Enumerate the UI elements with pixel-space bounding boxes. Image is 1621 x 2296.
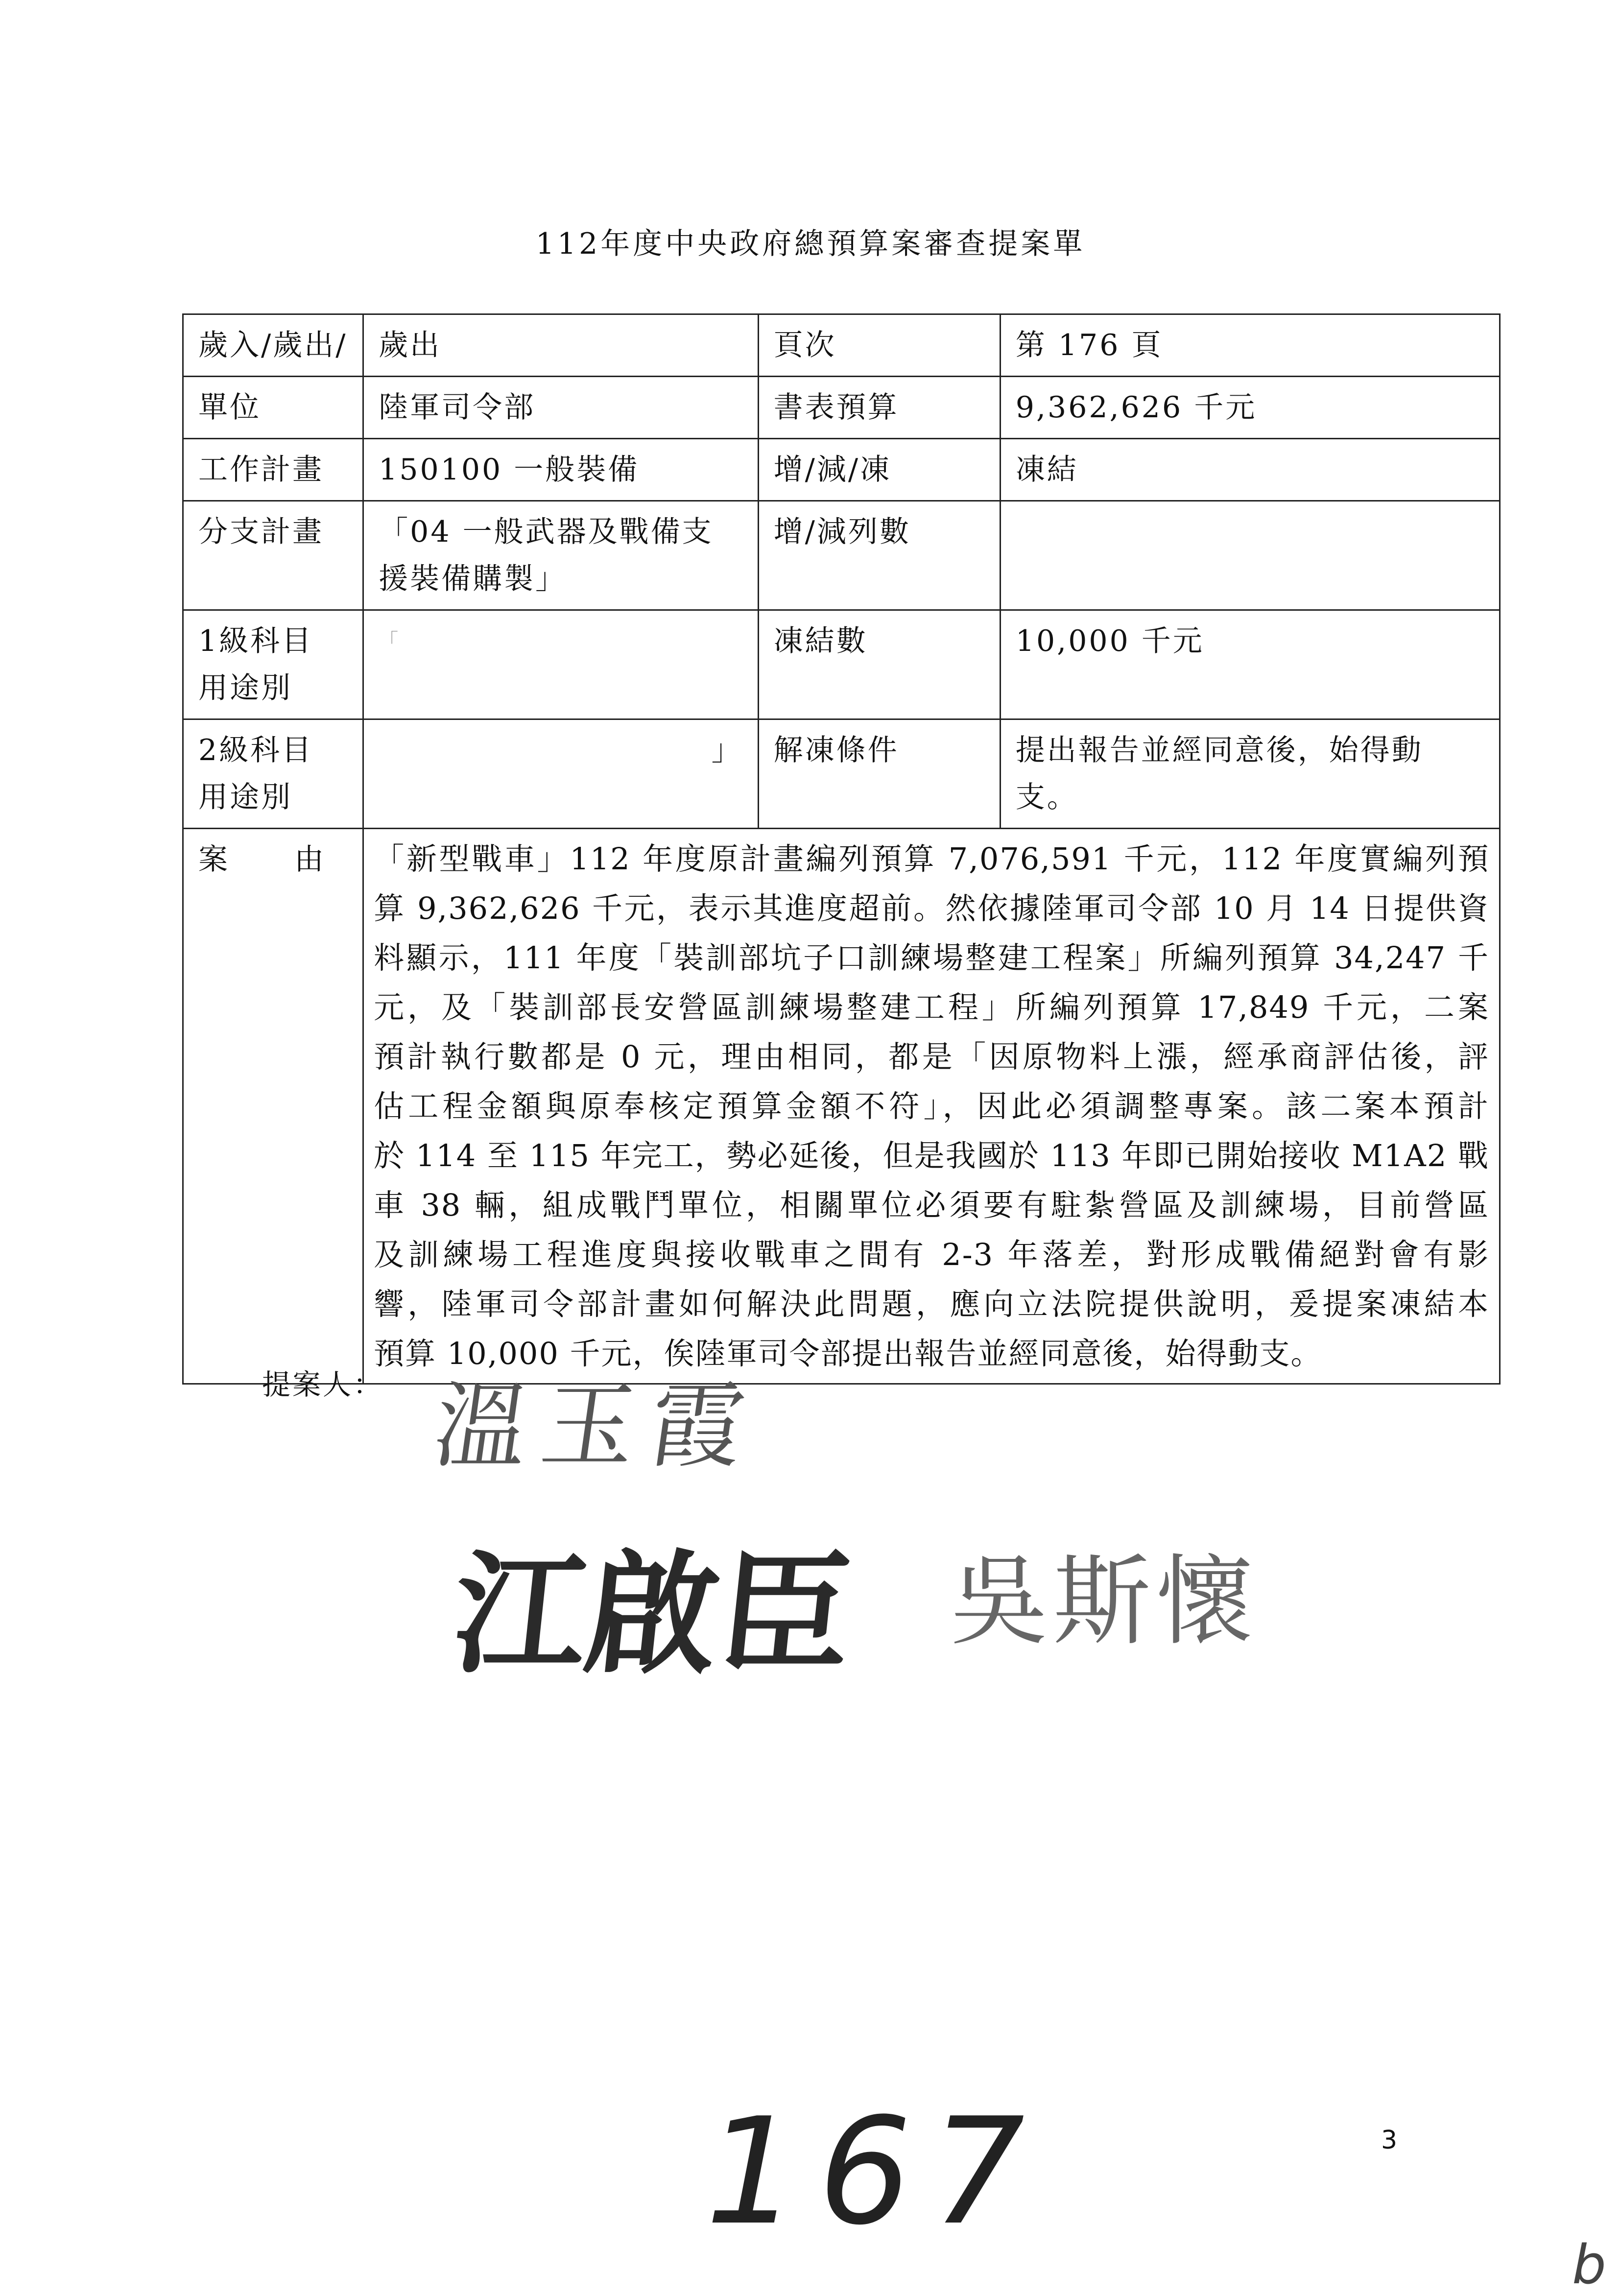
label-level1 [183,610,363,719]
value-work-plan: 150100 一般裝備 [363,439,758,501]
level2-line2: 用途別 [198,780,292,814]
value-frozen-amount: 10,000 千元 [1000,610,1500,719]
table-row [183,829,1500,1384]
signature: 溫玉霞 [427,1372,766,1481]
level2-line1: 2級科目 [198,733,313,767]
label-frozen-amount: 凍結數 [758,610,1000,719]
reason-label [198,836,326,883]
table-row [183,314,1500,377]
reason-line: 元，及「裝訓部長安營區訓練場整建工程」所編列預算 17,849 千元，二案 [374,989,1489,1025]
reason-line: 「新型戰車」112 年度原計畫編列預算 7,076,591 千元，112 年度實編列預 [374,841,1489,877]
table-row [183,501,1500,610]
reason-line: 預算 10,000 千元，俟陸軍司令部提出報告並經同意後，始得動支。 [374,1336,1322,1371]
reason-label-b: 由 [294,842,326,877]
label-level2 [183,719,363,829]
sub-plan-line2: 援裝備購製」 [379,562,567,596]
label-unit: 單位 [183,377,363,439]
condition-line1: 提出報告並經同意後，始得動 [1015,733,1423,767]
value-adjust-amount [1000,501,1500,610]
reason-line: 料顯示，111 年度「裝訓部坑子口訓練場整建工程案」所編列預算 34,247 千 [374,940,1489,976]
condition-line2: 支。 [1015,780,1078,814]
value-level1: 「 [363,610,758,719]
label-adjust-amount: 增/減列數 [758,501,1000,610]
handwritten-number: 167 [705,2086,1045,2257]
reason-line: 於 114 至 115 年完工，勢必延後，但是我國於 113 年即已開始接收 M1A2 戰 [374,1138,1489,1173]
label-page: 頁次 [758,314,1000,377]
reason-line: 及訓練場工程進度與接收戰車之間有 2-3 年落差，對形成戰備絕對會有影 [374,1237,1489,1272]
value-budget: 9,362,626 千元 [1000,377,1500,439]
reason-label-a: 案 [198,842,230,877]
value-page: 第 176 頁 [1000,314,1500,377]
label-sub-plan: 分支計畫 [183,501,363,610]
page-number: 3 [1381,2126,1398,2155]
label-unfreeze-condition: 解凍條件 [758,719,1000,829]
label-reason [183,829,363,1384]
value-unit: 陸軍司令部 [363,377,758,439]
table-row [183,377,1500,439]
reason-line: 預計執行數都是 0 元，理由相同，都是「因原物料上漲，經承商評估後，評 [374,1039,1489,1075]
reason-line: 車 38 輛，組成戰鬥單位，相關單位必須要有駐紮營區及訓練場，目前營區 [374,1187,1489,1223]
value-reason [363,829,1500,1384]
label-budget: 書表預算 [758,377,1000,439]
value-sub-plan [363,501,758,610]
reason-line: 估工程金額與原奉核定預算金額不符」，因此必須調整專案。該二案本預計 [374,1088,1489,1124]
proposal-table [182,313,1501,1385]
level2-bracket: 」 [711,733,743,767]
reason-line: 響，陸軍司令部計畫如何解決此問題，應向立法院提供說明，爰提案凍結本 [374,1286,1489,1322]
signature: 江啟臣 [446,1537,859,1692]
level1-line2: 用途別 [198,671,292,705]
signature: 吳斯懷 [950,1545,1259,1659]
label-adjust-type: 增/減/凍 [758,439,1000,501]
value-revenue-expense: 歲出 [363,314,758,377]
table-row [183,610,1500,719]
label-revenue-expense: 歲入/歲出/ [183,314,363,377]
value-level2 [363,719,758,829]
corner-mark: b [1572,2233,1606,2296]
value-adjust-type: 凍結 [1000,439,1500,501]
proposer-label: 提案人： [262,1368,384,1401]
table-row [183,439,1500,501]
label-work-plan: 工作計畫 [183,439,363,501]
table-row [183,719,1500,829]
reason-line: 算 9,362,626 千元，表示其進度超前。然依據陸軍司令部 10 月 14 日提供資 [374,890,1489,926]
level1-line1: 1級科目 [198,624,313,658]
sub-plan-line1: 「04 一般武器及戰備支 [379,515,714,549]
document-title: 112年度中央政府總預算案審查提案單 [535,227,1086,261]
value-unfreeze-condition [1000,719,1500,829]
